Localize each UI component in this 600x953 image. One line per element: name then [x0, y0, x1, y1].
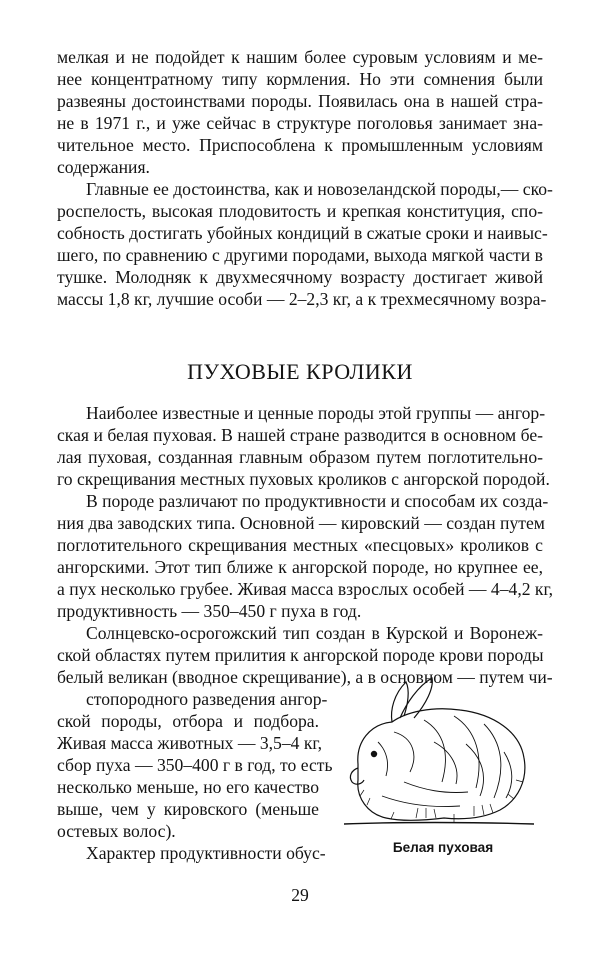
text-line: ния два заводских типа. Основной — кировский — создан путем [57, 513, 545, 533]
text-line: белый великан (вводное скрещивание), а в основном — путем чи- [57, 667, 553, 687]
text-line: продуктивность — 350–450 г пуха в год. [57, 601, 362, 621]
text-line: Солнцевско-осрогожский тип создан в Курской и Воронеж- [86, 623, 543, 643]
text-line: ская и белая пуховая. В нашей стране разводится в основном бе- [57, 425, 543, 445]
text-line: ской областях путем прилития к ангорской породе крови породы [57, 645, 544, 665]
text-line: шего, по сравнению с другими породами, выхода мягкой части в [57, 245, 543, 265]
section-title: ПУХОВЫЕ КРОЛИКИ [187, 359, 413, 384]
text-line: В породе различают по продуктивности и способам их созда- [86, 491, 549, 511]
text-line: сбор пуха — 350–400 г в год, то есть [57, 755, 333, 775]
text-line: го скрещивания местных пуховых кроликов с ангорской породой. [57, 469, 550, 489]
text-line: Главные ее достоинства, как и новозеландской породы,— ско- [86, 179, 553, 199]
text-line: роспелость, высокая плодовитость и крепкая конституция, спо- [57, 201, 543, 221]
text-line: поглотительного скрещивания местных «песцовых» кроликов с [57, 535, 543, 555]
rabbit-illustration [334, 672, 544, 832]
text-line: тушке. Молодняк к двухмесячному возрасту достигает живой [57, 267, 543, 287]
text-line: собность достигать убойных кондиций в сжатые сроки и наивыс- [57, 223, 548, 243]
text-line: а пух несколько грубее. Живая масса взрослых особей — 4–4,2 кг, [57, 579, 554, 599]
text-line: нее концентратному типу кормления. Но эти сомнения были [57, 69, 543, 89]
text-line: несколько меньше, но его качество [57, 777, 319, 797]
text-line: не в 1971 г., и уже сейчас в структуре поголовья занимает зна- [57, 113, 543, 133]
text-line: выше, чем у кировского (меньше [57, 799, 319, 819]
text-line: ангорскими. Этот тип ближе к ангорской породе, но крупнее ее, [57, 557, 543, 577]
text-line: массы 1,8 кг, лучшие особи — 2–2,3 кг, а к трехмесячному возра- [57, 289, 547, 309]
text-line: чительное место. Приспособлена к промышленным условиям [57, 135, 543, 155]
text-line: Характер продуктивности обус- [86, 843, 326, 863]
text-line: стопородного разведения ангор- [86, 689, 328, 709]
text-line: содержания. [57, 157, 150, 177]
figure-caption: Белая пуховая [392, 840, 494, 855]
text-line: лая пуховая, созданная главным образом путем поглотительно- [57, 447, 543, 467]
text-line: развеяны достоинствами породы. Появилась она в нашей стра- [57, 91, 543, 111]
text-line: ской породы, отбора и подбора. [57, 711, 319, 731]
text-line: мелкая и не подойдет к нашим более суровым условиям и ме- [57, 47, 543, 67]
text-line: остевых волос). [57, 821, 176, 841]
text-line: Наиболее известные и ценные породы этой группы — ангор- [86, 403, 546, 423]
page-number: 29 [291, 885, 309, 905]
text-line: Живая масса животных — 3,5–4 кг, [57, 733, 323, 753]
